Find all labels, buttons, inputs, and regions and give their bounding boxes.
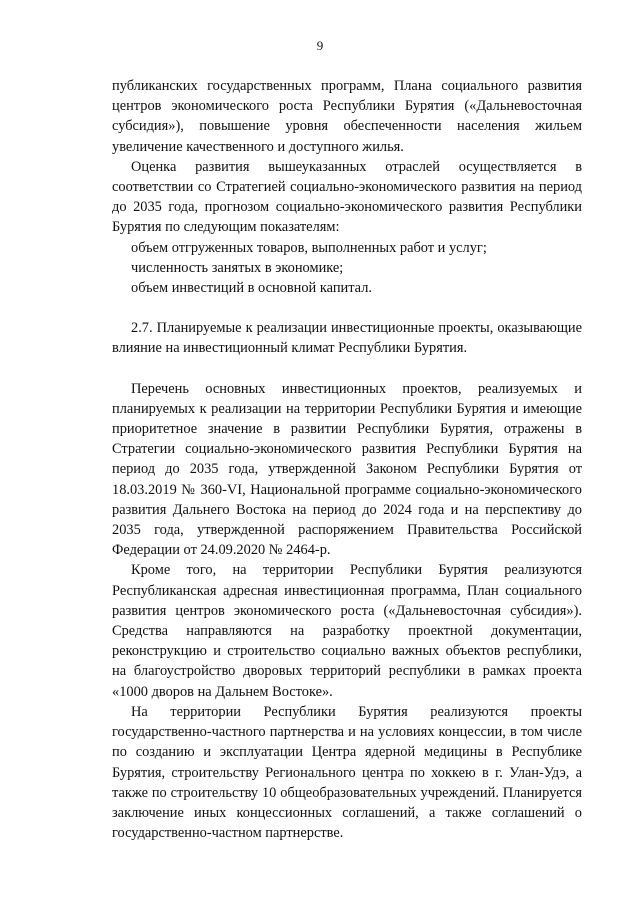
- section-heading: 2.7. Планируемые к реализации инвестиционные проекты, оказывающие влияние на инвестиционный климат Республики Бурятия.: [112, 320, 582, 357]
- page-number: 9: [316, 38, 324, 53]
- paragraph-ppp-projects: На территории Республики Бурятия реализуются проекты государственно-частного партнерства и на условиях концессии, в том числе по созданию и эксплуатации Центра ядерной медицины в Республике Бурятия, строительству Регионального центра по хоккею в г. Улан-Удэ, а также по строительству 10 общеобразовательных учреждений. Планируется заключение иных концессионных соглашений, а также соглашений о государственно-частном партнерстве.: [112, 703, 582, 842]
- paragraph-continuation: публиканских государственных программ, Плана социального развития центров экономического роста Республики Бурятия («Дальневосточная субсидия»), повышение уровня обеспеченности населения жильем увеличение качественного и доступного жилья.: [112, 78, 582, 155]
- indicator-item: численность занятых в экономике;: [131, 259, 344, 276]
- document-body: [112, 76, 582, 843]
- paragraph-projects-list: Перечень основных инвестиционных проектов, реализуемых и планируемых к реализации на территории Республики Бурятия и имеющие приоритетное значение в развитии Республики Бурятия, отражены в Стратегии социально-экономического развития Республики Бурятия на период до 2035 года, утвержденной Законом Республики Бурятия от 18.03.2019 № 360-VI, Национальной программе социально-экономического развития Дальнего Востока на период до 2024 года и на перспективу до 2035 года, утвержденной распоряжением Правительства Российской Федерации от 24.09.2020 № 2464-р.: [112, 380, 582, 559]
- paragraph-investment-program: Кроме того, на территории Республики Бурятия реализуются Республиканская адресная инвестиционная программа, План социального развития центров экономического роста («Дальневосточная субсидия»). Средства направляются на разработку проектной документации, реконструкцию и строительство социально важных объектов республики, на благоустройство дворовых территорий республики в рамках проекта «1000 дворов на Дальнем Востоке».: [112, 562, 582, 700]
- indicator-item: объем инвестиций в основной капитал.: [131, 280, 372, 297]
- paragraph-assessment: Оценка развития вышеуказанных отраслей осуществляется в соответствии со Стратегией социально-экономического развития на период до 2035 года, прогнозом социально-экономического развития Республики Бурятия по следующим показателям:: [112, 158, 582, 236]
- indicator-item: объем отгруженных товаров, выполненных работ и услуг;: [131, 239, 487, 256]
